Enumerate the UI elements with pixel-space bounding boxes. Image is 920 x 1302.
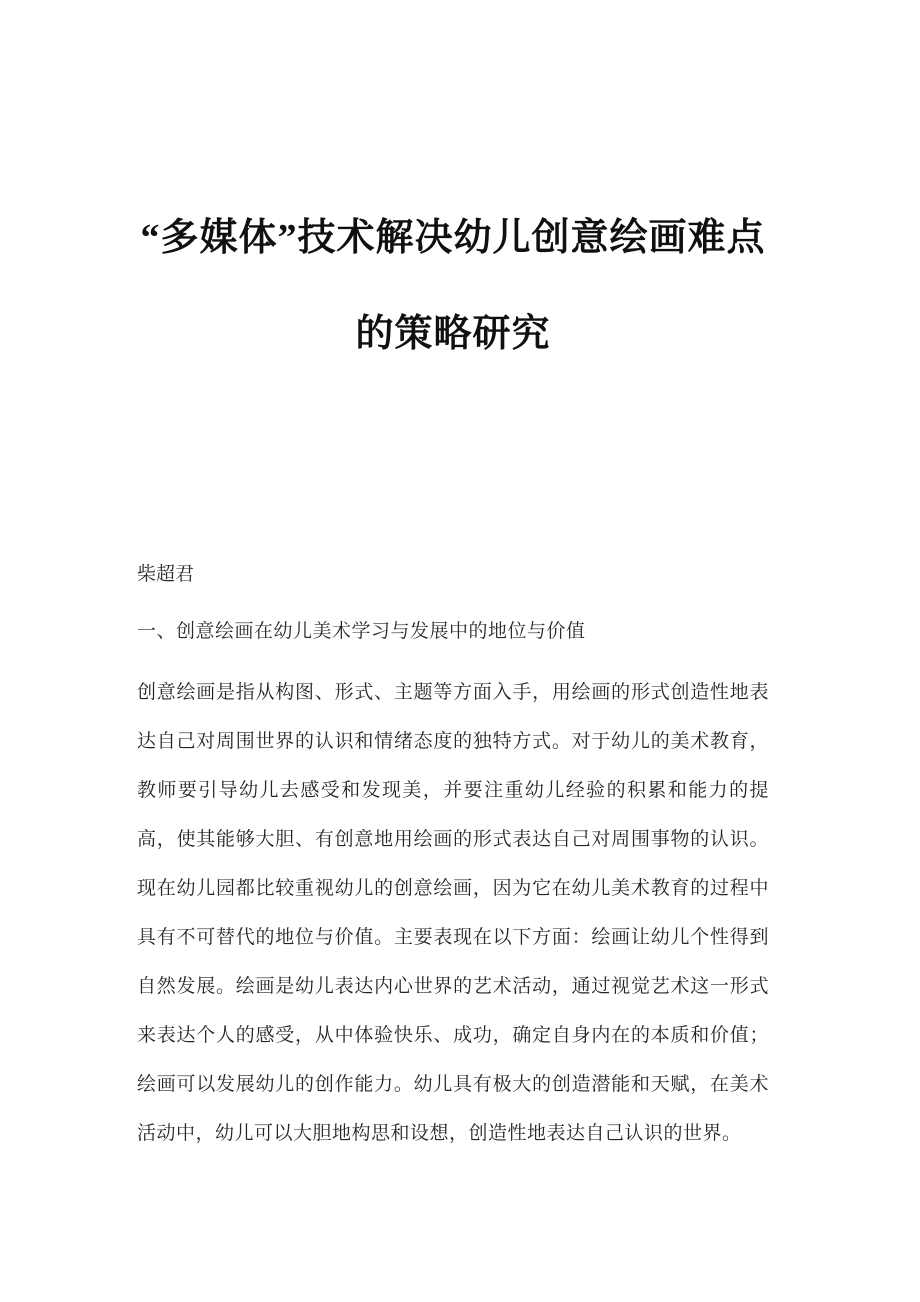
author-name: 柴超君 (137, 564, 195, 585)
document-title (137, 0, 769, 382)
section-heading: 一、创意绘画在幼儿美术学习与发展中的地位与价值 (137, 621, 586, 642)
document-title-line-1: “多媒体”技术解决幼儿创意绘画难点 (140, 217, 766, 259)
document-title-line-2: 的策略研究 (355, 313, 551, 355)
document-content (137, 0, 769, 1158)
body-paragraph: 创意绘画是指从构图、形式、主题等方面入手，用绘画的形式创造性地表达自己对周围世界的认识和情绪态度的独特方式。对于幼儿的美术教育，教师要引导幼儿去感受和发现美，并要注重幼儿经验的积累和能力的提高，使其能够大胆、有创意地用绘画的形式表达自己对周围事物的认识。现在幼儿园都比较重视幼儿的创意绘画，因为它在幼儿美术教育的过程中具有不可替代的地位与价值。主要表现在以下方面：绘画让幼儿个性得到自然发展。绘画是幼儿表达内心世界的艺术活动，通过视觉艺术这一形式来表达个人的感受，从中体验快乐、成功，确定自身内在的本质和价值；绘画可以发展幼儿的创作能力。幼儿具有极大的创造潜能和天赋，在美术活动中，幼儿可以大胆地构思和设想，创造性地表达自己认识的世界。 (137, 682, 769, 1144)
